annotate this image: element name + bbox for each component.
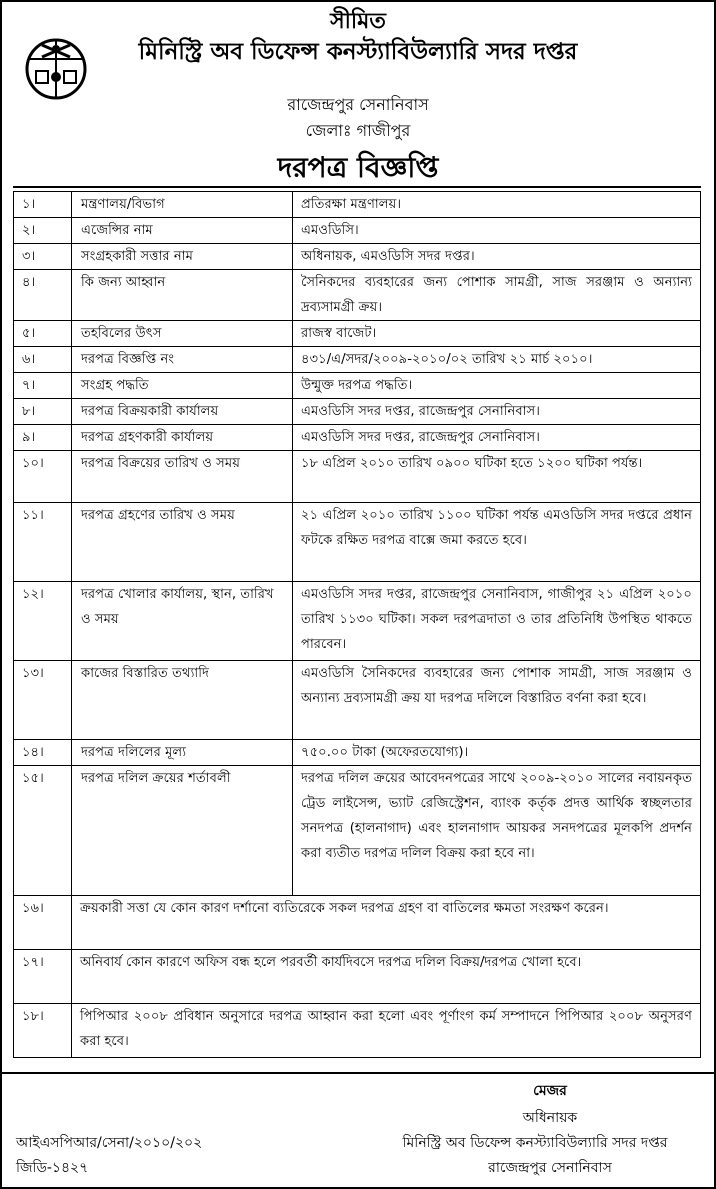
note-row (14, 950, 701, 1004)
note-number: ১৮। (14, 1004, 72, 1058)
row-label: মন্ত্রণালয়/বিভাগ (72, 192, 293, 218)
row-number: ১২। (14, 582, 72, 661)
signatory-title: অধিনায়ক (522, 1110, 578, 1126)
table-row (14, 582, 701, 661)
row-number: ৬। (14, 347, 72, 373)
row-value: দরপত্র দলিল ক্রয়ের আবেদনপত্রের সাথে ২০০৯-২০১০ সালের নবায়নকৃত ট্রেড লাইসেন্স, ভ্যাট রেজিস্ট্রেশন, ব্যাংক কর্তৃক প্রদত্ত আর্থিক স্বচ্ছলতার সনদপত্র (হালনাগাদ) এবং হালনাগাদ আয়কর সনদপত্রের মূলকপি প্রদর্শন করা ব্যতীত দরপত্র দলিল বিক্রয় করা হবে না। (293, 766, 701, 896)
row-value: এমওডিসি। (293, 218, 701, 244)
district-line: জেলাঃ গাজীপুর (305, 121, 411, 140)
row-value: ৭৫০.০০ টাকা (অফেরতযোগ্য)। (293, 740, 701, 766)
footer-divider (0, 1072, 716, 1074)
row-label: দরপত্র বিক্রয়কারী কার্যালয় (72, 399, 293, 425)
row-value: এমওডিসি সদর দপ্তর, রাজেন্দ্রপুর সেনানিবাস, গাজীপুর ২১ এপ্রিল ২০১০ তারিখ ১১৩০ ঘটিকা। সকল দরপত্রদাতা ও তার প্রতিনিধি উপস্থিত থাকতে পারবেন। (293, 582, 701, 661)
row-number: ১। (14, 192, 72, 218)
note-row (14, 896, 701, 950)
row-value: এমওডিসি সদর দপ্তর, রাজেন্দ্রপুর সেনানিবাস। (293, 399, 701, 425)
location-line: রাজেন্দ্রপুর সেনানিবাস (287, 95, 429, 114)
table-row (14, 373, 701, 399)
table-row (14, 451, 701, 503)
row-value: ১৮ এপ্রিল ২০১০ তারিখ ০৯০০ ঘটিকা হতে ১২০০ ঘটিকা পর্যন্ত। (293, 451, 701, 503)
signatory-rank: মেজর (533, 1083, 567, 1099)
table-row (14, 425, 701, 451)
row-label: সংগ্রহ পদ্ধতি (72, 373, 293, 399)
note-number: ১৭। (14, 950, 72, 1004)
row-value: সৈনিকদের ব্যবহারের জন্য পোশাক সামগ্রী, সাজ সরঞ্জাম ও অন্যান্য দ্রব্যসামগ্রী ক্রয়। (293, 270, 701, 321)
row-number: ৫। (14, 321, 72, 347)
note-number: ১৬। (14, 896, 72, 950)
row-label: দরপত্র দলিলের মূল্য (72, 740, 293, 766)
row-number: ১১। (14, 503, 72, 582)
row-number: ১৪। (14, 740, 72, 766)
row-number: ৩। (14, 244, 72, 270)
row-label: কাজের বিস্তারিত তথ্যাদি (72, 661, 293, 740)
note-text: ক্রয়কারী সত্তা যে কোন কারণ দর্শানো ব্যতিরেকে সকল দরপত্র গ্রহণ বা বাতিলের ক্ষমতা সংরক্ষণ করেন। (72, 896, 701, 950)
tender-table (13, 191, 701, 1058)
gd-reference: জিডি-১৪২৭ (16, 1160, 89, 1176)
row-label: দরপত্র বিজ্ঞপ্তি নং (72, 347, 293, 373)
table-row (14, 321, 701, 347)
row-label: সংগ্রহকারী সত্তার নাম (72, 244, 293, 270)
page-title: দরপত্র বিজ্ঞপ্তি (277, 151, 439, 184)
note-row (14, 1004, 701, 1058)
row-number: ১০। (14, 451, 72, 503)
table-row (14, 192, 701, 218)
row-label: দরপত্র বিক্রয়ের তারিখ ও সময় (72, 451, 293, 503)
row-number: ৪। (14, 270, 72, 321)
note-text: অনিবার্য কোন কারণে অফিস বন্ধ হলে পরবর্তী কার্যদিবসে দরপত্র দলিল বিক্রয়/দরপত্র খোলা হবে। (72, 950, 701, 1004)
row-value: এমওডিসি সৈনিকদের ব্যবহারের জন্য পোশাক সামগ্রী, সাজ সরঞ্জাম ও অন্যান্য দ্রব্যসামগ্রী ক্রয় যা দরপত্র দলিলে বিস্তারিত বর্ণনা করা হবে। (293, 661, 701, 740)
table-row (14, 399, 701, 425)
table-row (14, 270, 701, 321)
row-label: দরপত্র গ্রহণের তারিখ ও সময় (72, 503, 293, 582)
row-number: ৮। (14, 399, 72, 425)
row-value: রাজস্ব বাজেট। (293, 321, 701, 347)
row-number: ১৫। (14, 766, 72, 896)
row-value: উন্মুক্ত দরপত্র পদ্ধতি। (293, 373, 701, 399)
table-row (14, 661, 701, 740)
row-value: ৪৩১/এ/সদর/২০০৯-২০১০/০২ তারিখ ২১ মার্চ ২০১০। (293, 347, 701, 373)
table-row (14, 244, 701, 270)
row-value: এমওডিসি সদর দপ্তর, রাজেন্দ্রপুর সেনানিবাস। (293, 425, 701, 451)
table-row (14, 503, 701, 582)
signatory-organization: মিনিস্ট্রি অব ডিফেন্স কনস্ট্যাবিউল্যারি সদর দপ্তর (402, 1135, 668, 1151)
table-row (14, 740, 701, 766)
organization-heading: মিনিস্ট্রি অব ডিফেন্স কনস্ট্যাবিউল্যারি সদর দপ্তর (138, 39, 578, 65)
row-value: ২১ এপ্রিল ২০১০ তারিখ ১১০০ ঘটিকা পর্যন্ত এমওডিসি সদর দপ্তরে প্রধান ফটকে রক্ষিত দরপত্র বাক্সে জমা করতে হবে। (293, 503, 701, 582)
top-border (0, 0, 716, 2)
row-label: দরপত্র গ্রহণকারী কার্যালয় (72, 425, 293, 451)
classification-label: সীমিত (330, 9, 386, 34)
row-value: অধিনায়ক, এমওডিসি সদর দপ্তর। (293, 244, 701, 270)
row-label: দরপত্র দলিল ক্রয়ের শর্তাবলী (72, 766, 293, 896)
row-number: ৭। (14, 373, 72, 399)
header-divider (13, 186, 701, 188)
table-row (14, 218, 701, 244)
table-row (14, 347, 701, 373)
row-number: ১৩। (14, 661, 72, 740)
row-label: দরপত্র খোলার কার্যালয়, স্থান, তারিখ ও সময় (72, 582, 293, 661)
row-label: কি জন্য আহ্বান (72, 270, 293, 321)
note-text: পিপিআর ২০০৮ প্রবিধান অনুসারে দরপত্র আহ্বান করা হলো এবং পূর্ণাংগ কর্ম সম্পাদনে পিপিআর ২০০৮ অনুসরণ করা হবে। (72, 1004, 701, 1058)
row-value: প্রতিরক্ষা মন্ত্রণালয়। (293, 192, 701, 218)
row-number: ২। (14, 218, 72, 244)
isp-reference: আইএসপিআর/সেনা/২০১০/২০২ (16, 1135, 203, 1151)
signatory-location: রাজেন্দ্রপুর সেনানিবাস (488, 1160, 612, 1176)
row-number: ৯। (14, 425, 72, 451)
table-row (14, 766, 701, 896)
row-label: তহবিলের উৎস (72, 321, 293, 347)
row-label: এজেন্সির নাম (72, 218, 293, 244)
